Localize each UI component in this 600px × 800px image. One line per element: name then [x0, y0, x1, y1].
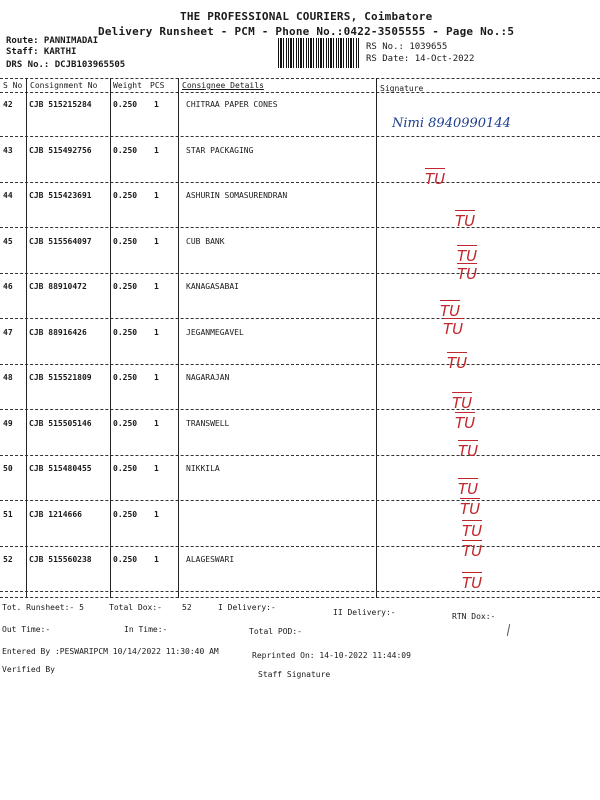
row-consignment-no: CJB 515564097 — [29, 236, 92, 246]
row-sno: 50 — [3, 464, 13, 473]
route-label: Route: PANNIMADAI — [6, 36, 99, 46]
row-consignee: STAR PACKAGING — [186, 145, 254, 155]
handwritten-tu-mark: TU — [455, 212, 476, 230]
row-divider — [0, 546, 600, 547]
row-consignment-no: CJB 515505146 — [29, 418, 92, 428]
row-pcs: 1 — [154, 282, 159, 291]
row-weight: 0.250 — [113, 418, 138, 428]
ii-delivery-label: II Delivery:- — [333, 608, 396, 617]
rtn-dox-label: RTN Dox:- — [452, 612, 496, 621]
row-divider — [0, 364, 600, 365]
row-weight: 0.250 — [113, 555, 138, 564]
row-sno: 45 — [3, 236, 13, 246]
row-sno: 51 — [3, 509, 13, 519]
row-divider — [0, 318, 600, 319]
row-divider — [0, 273, 600, 274]
tot-runsheet: Tot. Runsheet:- 5 — [2, 603, 84, 612]
row-divider — [0, 409, 600, 410]
row-divider — [0, 455, 600, 456]
pen-mark — [507, 624, 510, 636]
row-sno: 49 — [3, 418, 13, 428]
row-divider — [0, 182, 600, 183]
handwritten-tu-mark: TU — [458, 442, 479, 460]
row-sno: 44 — [3, 191, 13, 200]
row-weight: 0.250 — [113, 145, 138, 155]
row-pcs: 1 — [154, 373, 159, 382]
row-pcs: 1 — [154, 236, 159, 246]
row-weight: 0.250 — [113, 327, 138, 337]
i-delivery-label: I Delivery:- — [218, 603, 276, 612]
row-divider — [0, 227, 600, 228]
row-pcs: 1 — [154, 555, 159, 564]
company-title: THE PROFESSIONAL COURIERS, Coimbatore — [180, 10, 433, 23]
row-consignment-no: CJB 88916426 — [29, 327, 87, 337]
row-consignee: NAGARAJAN — [186, 373, 230, 382]
row-consignee: CHITRAA PAPER CONES — [186, 100, 278, 109]
row-consignment-no: CJB 515480455 — [29, 464, 92, 473]
column-divider — [110, 78, 111, 598]
row-pcs: 1 — [154, 418, 159, 428]
col-header-sno: S No — [3, 81, 23, 90]
rs-number: RS No.: 1039655 — [366, 42, 448, 52]
handwritten-tu-mark: TU — [425, 170, 446, 188]
out-time-label: Out Time:- — [2, 625, 51, 634]
col-header-pcs: PCS — [150, 81, 165, 90]
handwritten-tu-mark: TU — [462, 522, 483, 540]
row-pcs: 1 — [154, 191, 159, 200]
handwritten-tu-mark: TU — [462, 574, 483, 592]
row-consignee: ASHURIN SOMASURENDRAN — [186, 191, 288, 200]
handwritten-tu-mark: TU — [457, 265, 478, 283]
column-divider — [178, 78, 179, 598]
total-dox-label: Total Dox:- — [109, 603, 162, 612]
row-weight: 0.250 — [113, 191, 138, 200]
handwritten-tu-mark: TU — [455, 414, 476, 432]
row-consignment-no: CJB 515560238 — [29, 555, 92, 564]
row-divider — [0, 136, 600, 137]
handwritten-tu-mark: TU — [460, 500, 481, 518]
col-header-consignment: Consignment No — [30, 81, 98, 90]
row-weight: 0.250 — [113, 236, 138, 246]
row-consignee: ALAGESWARI — [186, 555, 235, 564]
handwritten-tu-mark: TU — [447, 354, 468, 372]
row-consignment-no: CJB 515521809 — [29, 373, 92, 382]
handwritten-tu-mark: TU — [440, 302, 461, 320]
row-weight: 0.250 — [113, 373, 138, 382]
row-consignment-no: CJB 515215284 — [29, 100, 92, 109]
row-consignment-no: CJB 1214666 — [29, 509, 82, 519]
row-weight: 0.250 — [113, 464, 138, 473]
row-consignee: KANAGASABAI — [186, 282, 239, 291]
total-pod-label: Total POD:- — [249, 627, 302, 636]
row-consignment-no: CJB 515423691 — [29, 191, 92, 200]
handwritten-signature: Nimi 8940990144 — [392, 116, 511, 131]
row-sno: 48 — [3, 373, 13, 382]
verified-by: Verified By — [2, 665, 55, 674]
row-pcs: 1 — [154, 509, 159, 519]
staff-label: Staff: KARTHI — [6, 47, 77, 57]
row-pcs: 1 — [154, 145, 159, 155]
rs-date: RS Date: 14-Oct-2022 — [366, 54, 475, 64]
column-divider — [26, 78, 27, 598]
row-sno: 47 — [3, 327, 13, 337]
row-pcs: 1 — [154, 327, 159, 337]
drs-number: DRS No.: DCJB103965505 — [6, 60, 126, 70]
row-pcs: 1 — [154, 100, 159, 109]
row-consignee: TRANSWELL — [186, 418, 230, 428]
row-consignment-no: CJB 515492756 — [29, 145, 92, 155]
handwritten-tu-mark: TU — [443, 320, 464, 338]
row-consignment-no: CJB 88910472 — [29, 282, 87, 291]
row-consignee: CUB BANK — [186, 236, 225, 246]
row-divider — [0, 591, 600, 592]
reprinted-on: Reprinted On: 14-10-2022 11:44:09 — [252, 651, 411, 660]
handwritten-tu-mark: TU — [457, 247, 478, 265]
row-sno: 42 — [3, 100, 13, 109]
row-weight: 0.250 — [113, 100, 138, 109]
row-divider — [0, 500, 600, 501]
total-dox-value: 52 — [182, 603, 192, 612]
row-weight: 0.250 — [113, 282, 138, 291]
row-weight: 0.250 — [113, 509, 138, 519]
footer-rule — [0, 597, 600, 598]
staff-signature-label: Staff Signature — [258, 670, 331, 679]
row-pcs: 1 — [154, 464, 159, 473]
row-consignee: JEGANMEGAVEL — [186, 327, 244, 337]
handwritten-tu-mark: TU — [458, 480, 479, 498]
table-top-rule — [0, 78, 600, 79]
row-sno: 43 — [3, 145, 13, 155]
in-time-label: In Time:- — [124, 625, 168, 634]
row-consignee: NIKKILA — [186, 464, 220, 473]
row-sno: 52 — [3, 555, 13, 564]
col-header-weight: Weight — [113, 81, 142, 90]
col-header-signature: Signature — [380, 84, 424, 93]
table-header-rule — [0, 92, 600, 93]
barcode — [278, 38, 360, 68]
runsheet-title: Delivery Runsheet - PCM - Phone No.:0422-3505555 - Page No.:5 — [98, 25, 515, 38]
col-header-consignee: Consignee Details — [182, 81, 264, 90]
handwritten-tu-mark: TU — [462, 542, 483, 560]
entered-by: Entered By :PESWARIPCM 10/14/2022 11:30:40 AM — [2, 647, 219, 656]
column-divider — [376, 78, 377, 598]
row-sno: 46 — [3, 282, 13, 291]
handwritten-tu-mark: TU — [452, 394, 473, 412]
